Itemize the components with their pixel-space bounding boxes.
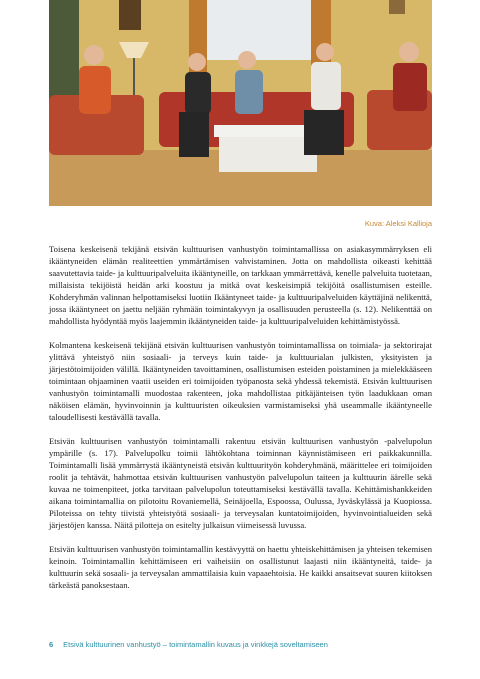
paragraph: Etsivän kulttuurisen vanhustyön toimintamallin kestävyyttä on haettu yhteiskehittämisen ja yhteisen tekemisen keinoin. Toimintamallin kehittämiseen eri vaiheisiin on osallistunut laajasti niin ikääntyneitä, taide- ja kulttuurin sekä sosaali- ja terveysalan ammattilaisia kuin vapaaehtoisia. He kaikki ansaitsevat suuren kiitoksen tärkeästä panoksestaan. [49, 544, 432, 590]
page-number: 6 [49, 640, 54, 649]
body-text [49, 243, 432, 603]
paragraph: Kolmantena keskeisenä tekijänä etsivän kulttuurisen vanhustyön toimintamallissa on toimiala- ja sektorirajat ylittävä yhteistyö niin sosiaali- ja terveys kuin taide- ja kulttuurialan julkisten, yksityisten ja järjestötoimijoiden välillä. Ikääntyneiden tavoittaminen, osallistumisen esteiden poistaminen ja mielekkääseen toimintaan ohjaaminen vaatii useiden eri toimijoiden työpanosta sekä yhdessä tekemistä. Etsivän kulttuurisen vanhustyön toimintamalli muodostaa rakenteen, joka mahdollistaa pitkäjänteisen työn laadukkaan oman näköisen elämän, hyvinvoinnin ja kulttuuristen oikeuksien varmistamiseksi yhä useammalle ikääntyneelle taloudellisesti kestävällä tavalla. [49, 340, 432, 422]
photo-caption: Kuva: Aleksi Kallioja [364, 219, 432, 228]
paragraph: Toisena keskeisenä tekijänä etsivän kulttuurisen vanhustyön toimintamallissa on asiakasymmärryksen eli ikääntyneiden elämän realiteettien ymmärtämisen vahvistaminen. Jotta on mahdollista oikeasti kehittää saavutettavia taide- ja kulttuuripalveluita ikääntyneille, on tarkkaan ymmärrettävä, kenelle palveluita tuotetaan, millaisista tekijöistä heidän arki koostuu ja mitkä ovat keskeisimpiä tekijöitä osallistumisen esteille. Kohderyhmän valinnan helpottamiseksi luotiin Ikääntyneet taide- ja kulttuuripalveluiden käyttäjinä nelikenttä, jossa ikääntyneet on jaettu neljään ryhmään toimintakyvyn ja osallisuuden perusteella (s. 12). Nelikenttää on mahdollista hyödyntää myös laajemmin ikääntyneiden taide- ja kulttuuripalveluiden kehittämistyössä. [49, 244, 432, 326]
photo-illustration [49, 0, 432, 206]
footer-title: Etsivä kulttuurinen vanhustyö – toimintamallin kuvaus ja vinkkejä soveltamiseen [63, 640, 328, 649]
group-photo [49, 0, 432, 206]
page-footer [49, 640, 328, 649]
paragraph: Etsivän kulttuurisen vanhustyön toimintamalli rakentuu etsivän kulttuurisen vanhustyön -palvelupolun ympärille (s. 17). Palvelupolku toimii lähtökohtana toiminnan käynnistämiseen eri paikkakunnilla. Toimintamalli lisää ymmärrystä ikääntyneistä etsivän kulttuurityön kohderyhmänä, määrittelee eri toimijoiden roolit ja tehtävät, hahmottaa etsivän kulttuurisen vanhustyön palvelupolun taiteen ja kulttuurin äärelle sekä kuvaa ne toimenpiteet, jotka tarvitaan palvelupolun toteuttamiseksi kestävällä tavalla. Kehittämishankkeiden aikana toimintamallia on pilotoitu Rovaniemellä, Seinäjoella, Espoossa, Oulussa, Jyväskylässä ja Kuopiossa. Piloteissa on tehty tiivistä yhteistyötä sosiaali- ja terveysalan kuntatoimijoiden, hyvinvointialueiden sekä järjestöjen kanssa. Näitä pilotteja on esitelty julkaisun viimeisessä luvussa. [49, 436, 432, 530]
